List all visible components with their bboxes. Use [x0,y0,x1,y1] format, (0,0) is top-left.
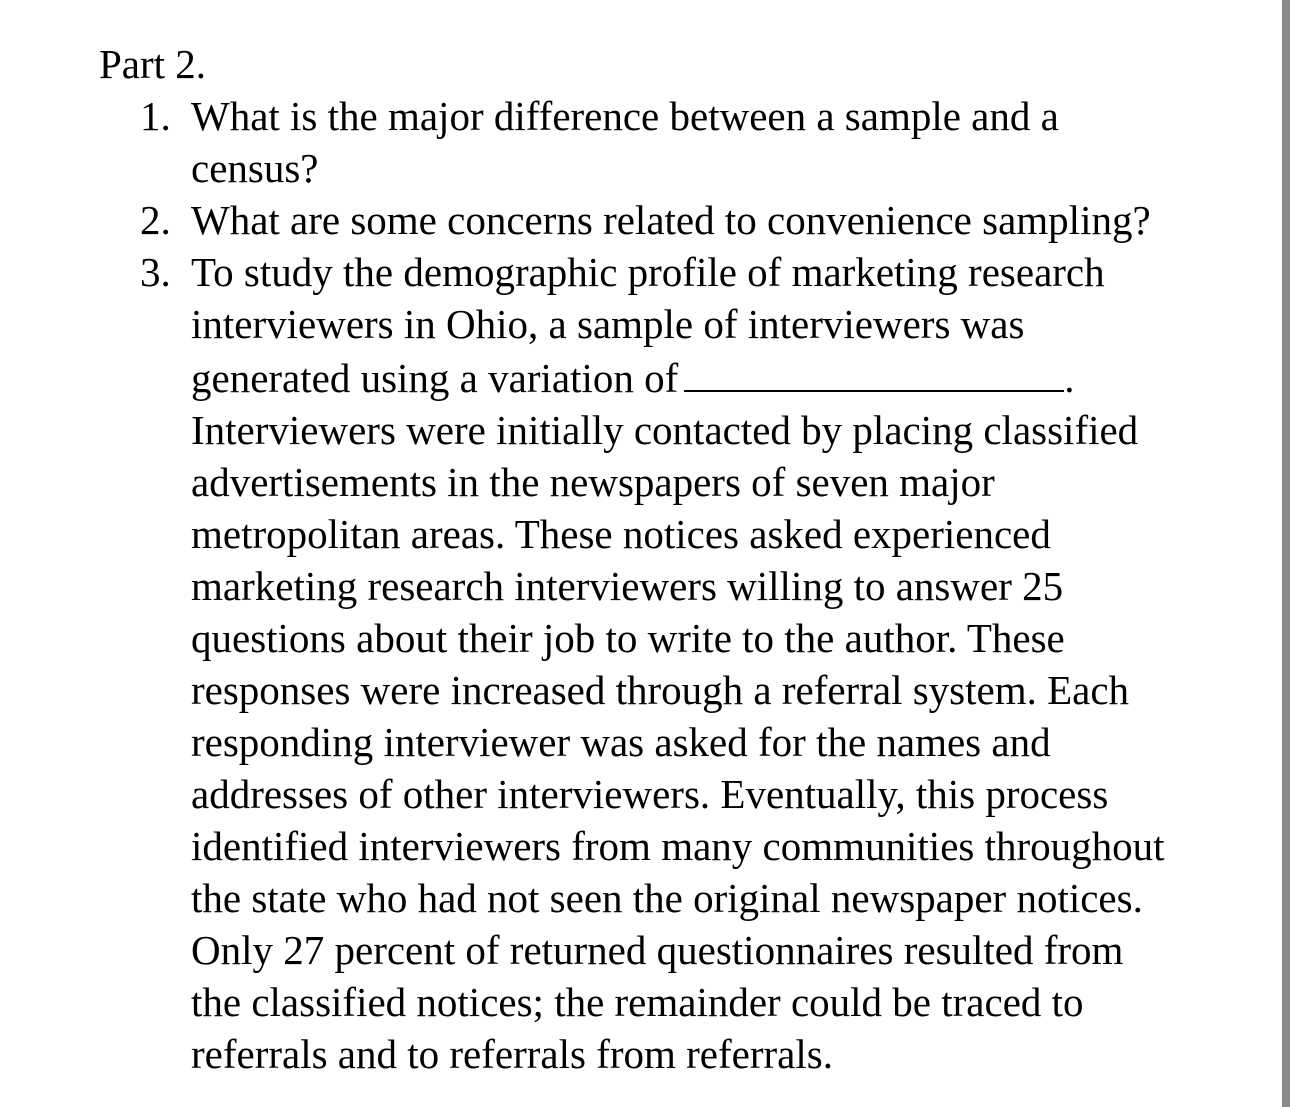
question-text: generated using a variation of [191,355,679,401]
question-line: What is the major difference between a sample and a [191,93,1059,139]
part-heading: Part 2. [99,41,207,87]
question-list [140,90,1275,1080]
question-number: 1. [140,93,171,139]
question-line: interviewers in Ohio, a sample of interviewers was [191,301,1025,347]
question-3 [140,246,1275,1080]
question-1 [140,90,1275,194]
question-line: responses were increased through a referral system. Each [191,667,1130,713]
question-line: responding interviewer was asked for the names and [191,719,1051,765]
question-line: To study the demographic profile of marketing research [191,249,1105,295]
question-line: addresses of other interviewers. Eventually, this process [191,771,1109,817]
right-edge-bar [1282,0,1290,1107]
question-number: 2. [140,197,171,243]
blank-period: . [1064,355,1075,401]
question-line: identified interviewers from many communities throughout [191,823,1165,869]
fill-in-blank [684,350,1064,392]
question-line: referrals and to referrals from referrals. [191,1031,833,1077]
question-line: advertisements in the newspapers of seven major [191,459,995,505]
question-line: marketing research interviewers willing to answer 25 [191,563,1064,609]
question-line: the state who had not seen the original newspaper notices. [191,875,1143,921]
question-line: metropolitan areas. These notices asked experienced [191,511,1051,557]
question-line: census? [191,145,319,191]
question-line: Only 27 percent of returned questionnaires resulted from [191,927,1124,973]
question-line: questions about their job to write to the author. These [191,615,1065,661]
question-line: What are some concerns related to convenience sampling? [191,197,1151,243]
question-line: Interviewers were initially contacted by placing classified [191,407,1139,453]
question-2 [140,194,1275,246]
question-line: the classified notices; the remainder could be traced to [191,979,1084,1025]
question-number: 3. [140,249,171,295]
question-line-with-blank [191,350,1275,404]
